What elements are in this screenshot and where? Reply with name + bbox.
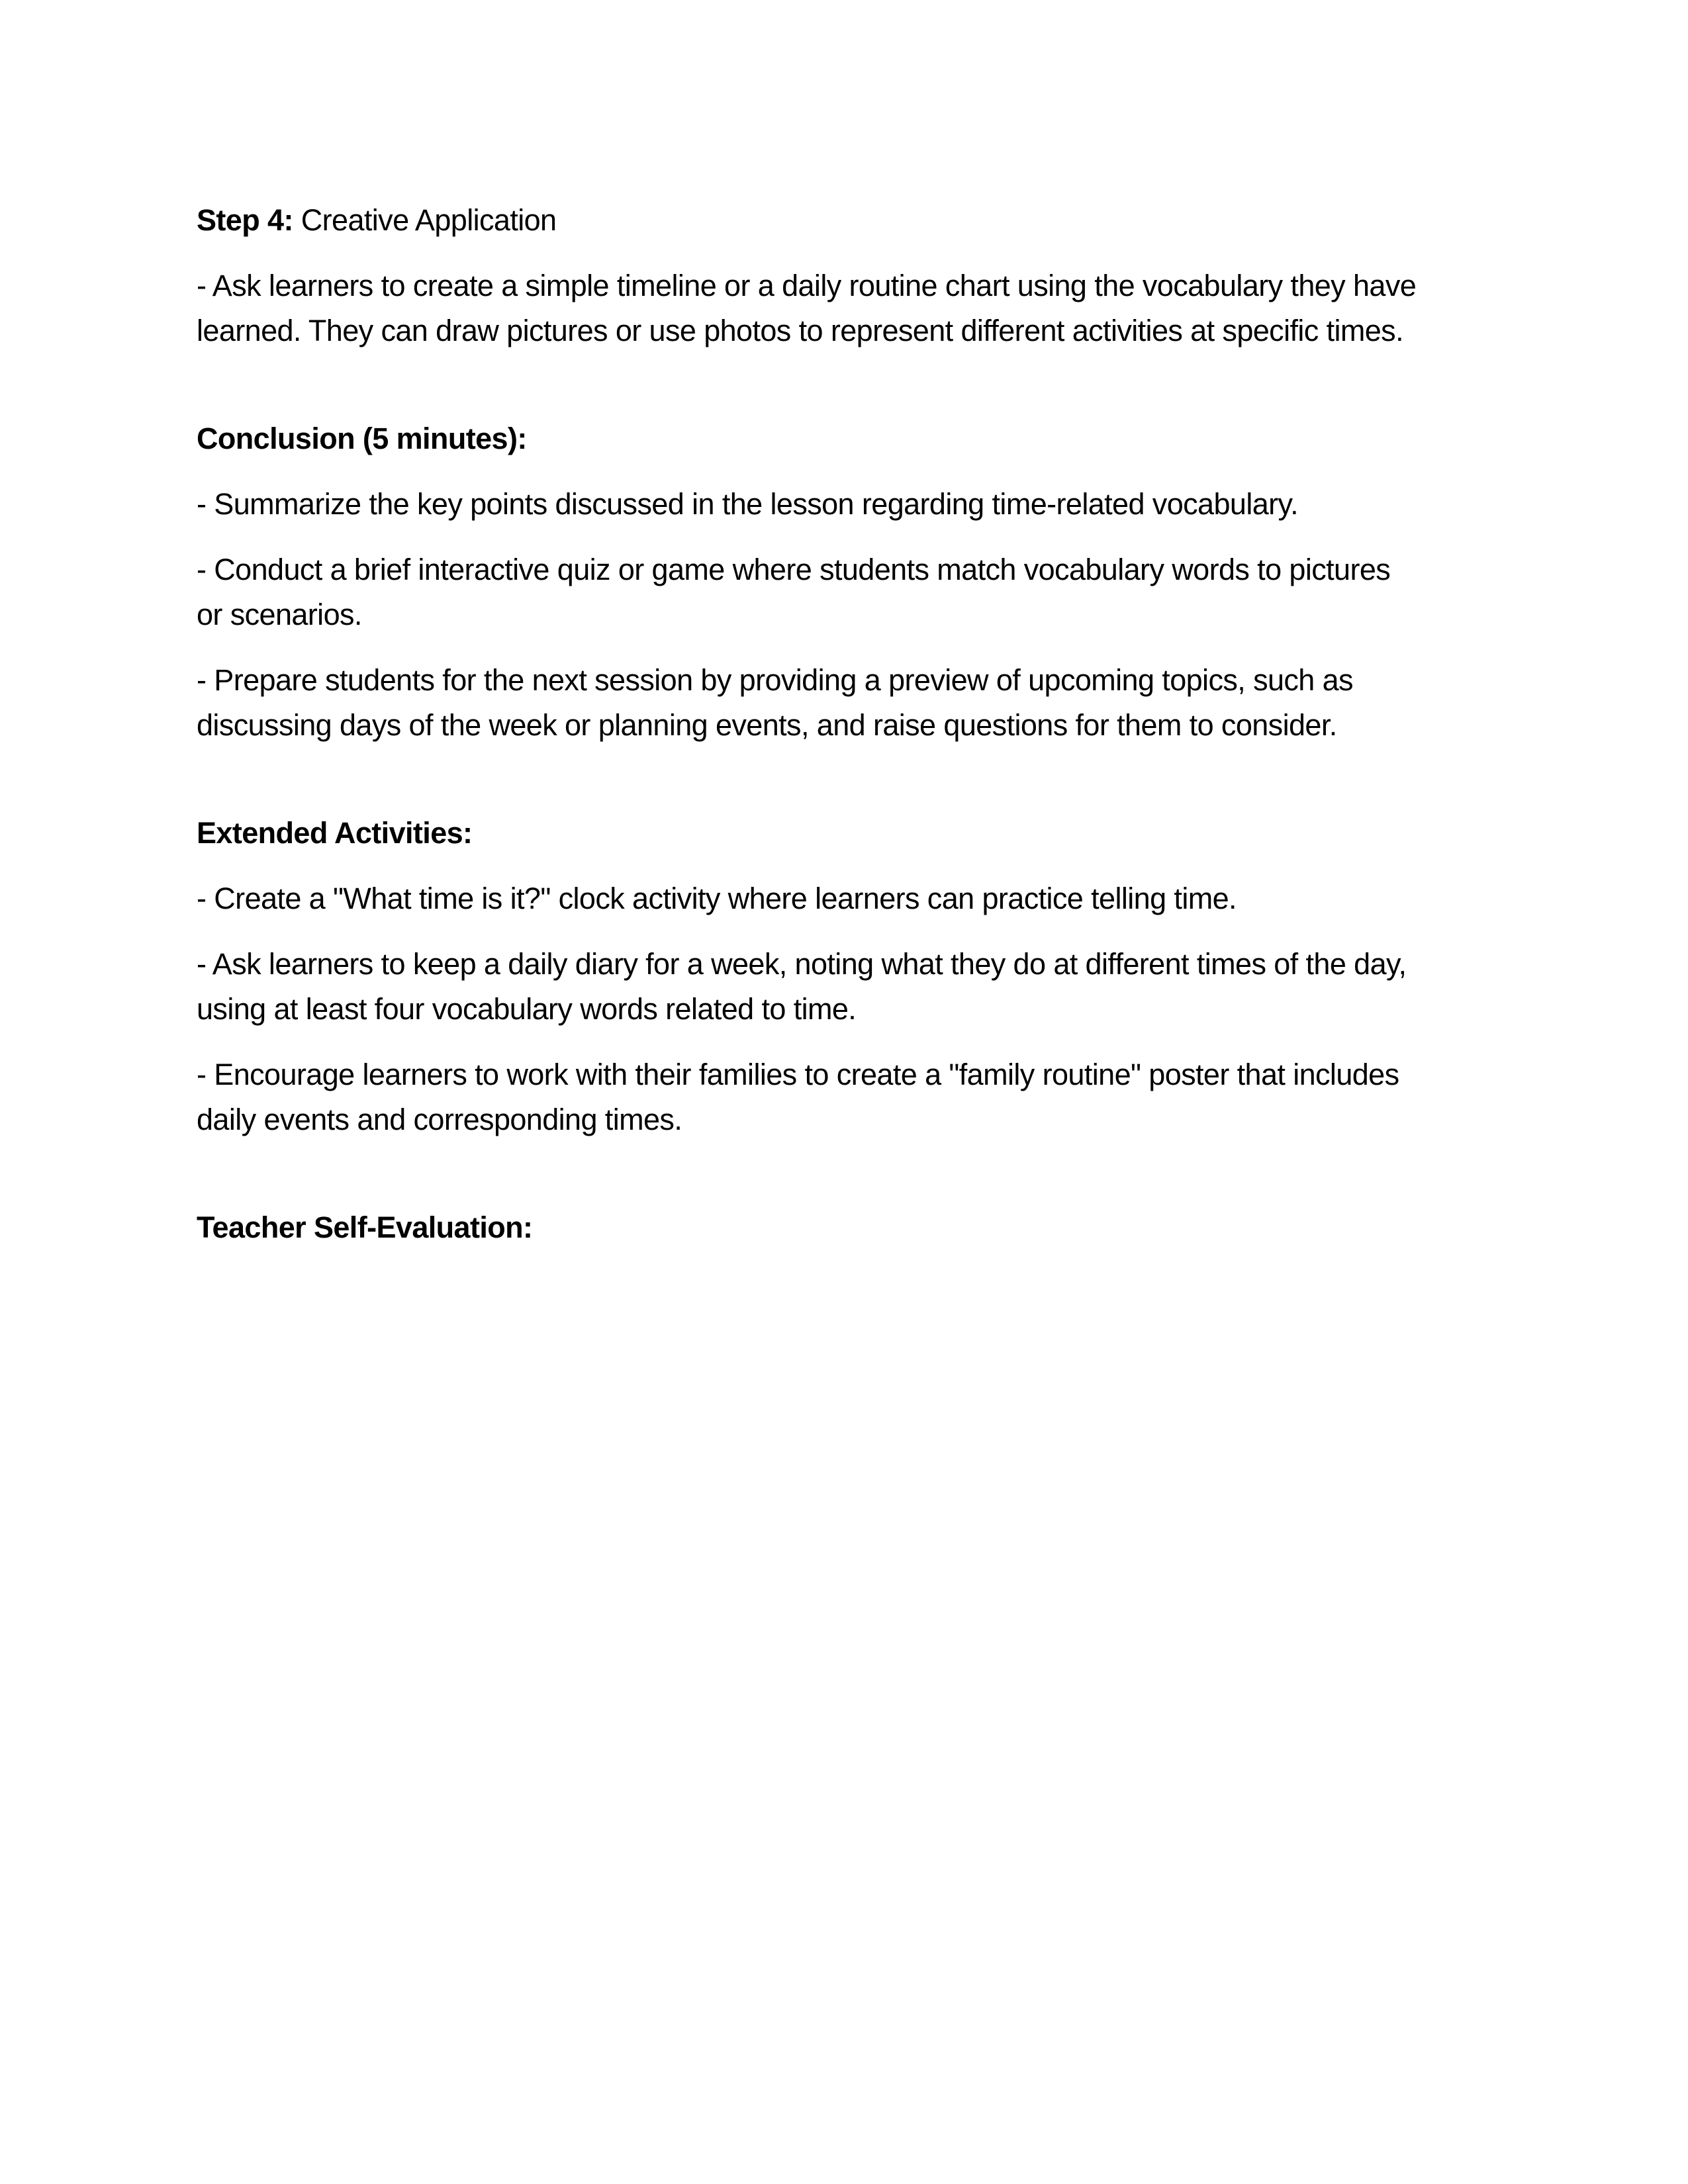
conclusion-bullet-1-line-1: - Summarize the key points discussed in the lesson regarding time-related vocabulary. — [197, 487, 1298, 521]
document-content — [197, 198, 1569, 1271]
extended-bullet-3-line-2: daily events and corresponding times. — [197, 1103, 682, 1136]
conclusion-bullet-3 — [197, 658, 1569, 748]
teacher-self-evaluation-heading: Teacher Self-Evaluation: — [197, 1210, 533, 1244]
step4-bullet-1 — [197, 263, 1569, 353]
conclusion-bullet-1 — [197, 482, 1569, 527]
extended-bullet-3-line-1: - Encourage learners to work with their families to create a "family routine" poster that includes — [197, 1058, 1399, 1091]
extended-bullet-1-line-1: - Create a "What time is it?" clock activity where learners can practice telling time. — [197, 882, 1237, 915]
step4-heading — [197, 198, 1569, 243]
extended-bullet-2 — [197, 942, 1569, 1032]
extended-bullet-1 — [197, 876, 1569, 921]
step4-bullet-1-line-1: - Ask learners to create a simple timeline or a daily routine chart using the vocabulary they have — [197, 269, 1417, 302]
step4-bullet-1-line-2: learned. They can draw pictures or use photos to represent different activities at specific times. — [197, 314, 1403, 347]
conclusion-bullet-3-line-2: discussing days of the week or planning events, and raise questions for them to consider. — [197, 708, 1337, 742]
step4-heading-label: Step 4: — [197, 203, 293, 237]
conclusion-bullet-2-line-2: or scenarios. — [197, 598, 362, 631]
conclusion-bullet-2-line-1: - Conduct a brief interactive quiz or game where students match vocabulary words to pictures — [197, 553, 1391, 586]
step4-heading-title: Creative Application — [293, 203, 557, 237]
extended-activities-heading: Extended Activities: — [197, 816, 473, 850]
conclusion-bullet-2 — [197, 547, 1569, 637]
extended-bullet-2-line-1: - Ask learners to keep a daily diary for a week, noting what they do at different times of the day, — [197, 947, 1407, 981]
conclusion-bullet-3-line-1: - Prepare students for the next session by providing a preview of upcoming topics, such as — [197, 663, 1353, 697]
extended-bullet-3 — [197, 1052, 1569, 1142]
extended-bullet-2-line-2: using at least four vocabulary words related to time. — [197, 992, 857, 1026]
conclusion-heading: Conclusion (5 minutes): — [197, 422, 527, 455]
